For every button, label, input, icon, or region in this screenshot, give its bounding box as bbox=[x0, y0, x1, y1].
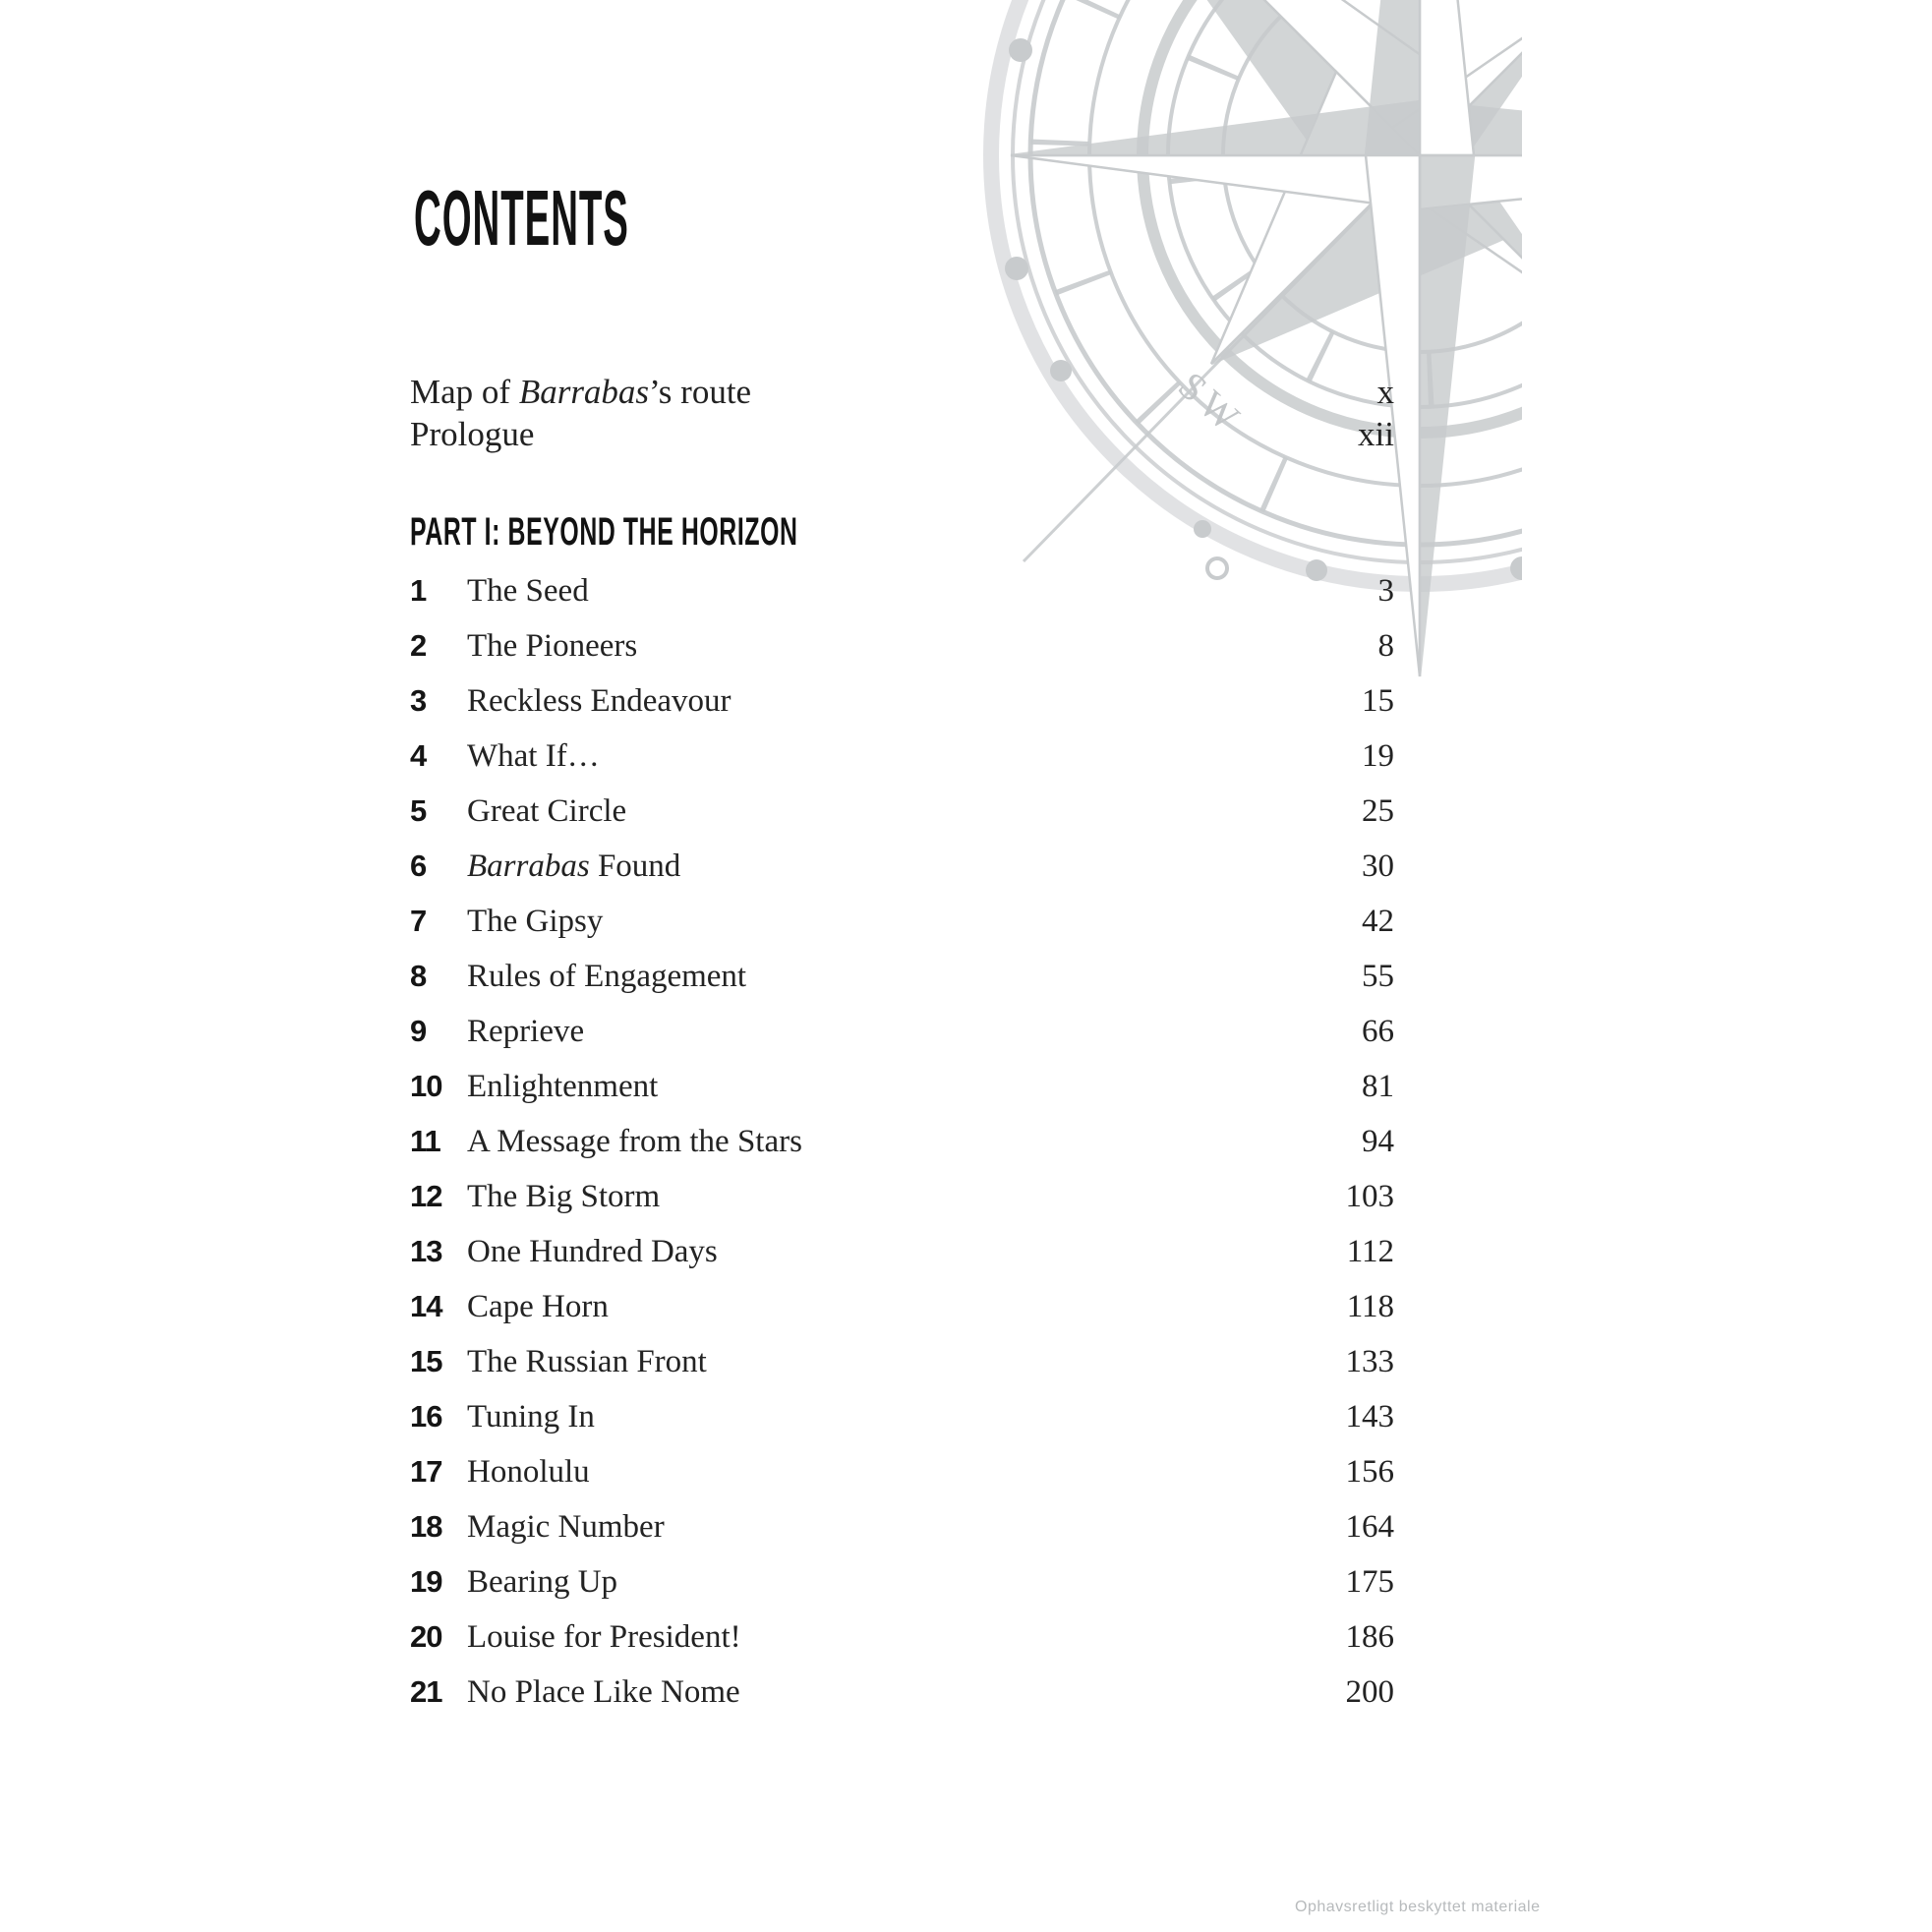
chapter-title bbox=[467, 1004, 584, 1059]
title-text: Magic Number bbox=[467, 1509, 665, 1545]
chapter-row bbox=[410, 1499, 1394, 1554]
title-text: Enlightenment bbox=[467, 1069, 659, 1104]
chapter-number: 6 bbox=[410, 849, 427, 883]
chapter-number: 17 bbox=[410, 1454, 442, 1489]
title-text: Rules of Engagement bbox=[467, 959, 747, 994]
chapter-title bbox=[467, 784, 626, 839]
chapter-row bbox=[410, 1334, 1394, 1389]
chapter-title bbox=[467, 1224, 718, 1279]
chapter-row bbox=[410, 1279, 1394, 1334]
chapter-page-number: 133 bbox=[1345, 1344, 1394, 1379]
title-text: Honolulu bbox=[467, 1454, 590, 1490]
compass-sw-label: SW bbox=[1169, 363, 1253, 443]
chapter-page-number: 164 bbox=[1345, 1509, 1394, 1545]
chapter-number: 21 bbox=[410, 1674, 442, 1709]
chapter-title bbox=[467, 1610, 741, 1665]
chapter-page-number: 42 bbox=[1362, 904, 1394, 939]
chapter-title bbox=[467, 1444, 590, 1499]
chapter-page-number: 112 bbox=[1346, 1234, 1394, 1269]
front-matter-list bbox=[410, 371, 1394, 455]
chapter-number: 19 bbox=[410, 1564, 442, 1599]
part-heading: PART I: BEYOND THE HORIZON bbox=[410, 510, 798, 554]
chapter-title bbox=[467, 618, 637, 673]
chapter-page-number: 66 bbox=[1362, 1014, 1394, 1049]
chapter-page-number: 186 bbox=[1345, 1619, 1394, 1655]
chapter-page-number: 30 bbox=[1362, 849, 1394, 884]
title-text: Cape Horn bbox=[467, 1289, 609, 1324]
chapter-title bbox=[467, 949, 746, 1004]
chapter-number: 5 bbox=[410, 793, 427, 828]
chapter-number: 9 bbox=[410, 1014, 427, 1048]
title-text: Great Circle bbox=[467, 793, 627, 829]
chapter-number: 14 bbox=[410, 1289, 442, 1323]
chapter-row bbox=[410, 1169, 1394, 1224]
chapter-row bbox=[410, 1665, 1394, 1720]
chapter-number: 18 bbox=[410, 1509, 442, 1544]
chapter-title bbox=[467, 729, 600, 784]
chapter-number: 12 bbox=[410, 1179, 442, 1213]
chapter-page-number: 8 bbox=[1377, 628, 1394, 664]
chapter-page-number: 3 bbox=[1377, 573, 1394, 609]
chapter-title bbox=[467, 1279, 609, 1334]
chapter-number: 7 bbox=[410, 904, 427, 938]
chapter-number: 13 bbox=[410, 1234, 442, 1268]
title-text: No Place Like Nome bbox=[467, 1674, 740, 1710]
chapter-title bbox=[467, 894, 603, 949]
chapter-row bbox=[410, 673, 1394, 729]
chapter-number: 16 bbox=[410, 1399, 442, 1434]
chapter-title bbox=[467, 1169, 660, 1224]
page-title: CONTENTS bbox=[414, 174, 629, 262]
title-text: Reprieve bbox=[467, 1014, 585, 1049]
title-text: The Gipsy bbox=[467, 904, 604, 939]
title-text: The Seed bbox=[467, 573, 589, 609]
chapter-row bbox=[410, 949, 1394, 1004]
chapter-number: 15 bbox=[410, 1344, 442, 1378]
chapter-page-number: 175 bbox=[1345, 1564, 1394, 1600]
chapter-title bbox=[467, 1499, 665, 1554]
chapter-row bbox=[410, 1004, 1394, 1059]
chapter-number: 11 bbox=[410, 1124, 440, 1158]
chapter-page-number: 200 bbox=[1345, 1674, 1394, 1710]
chapter-row bbox=[410, 1554, 1394, 1610]
chapter-title bbox=[467, 1334, 707, 1389]
chapter-number: 1 bbox=[410, 573, 427, 608]
chapter-number: 10 bbox=[410, 1069, 442, 1103]
chapter-number: 3 bbox=[410, 683, 427, 718]
front-matter-row bbox=[410, 413, 1394, 455]
chapter-row bbox=[410, 1224, 1394, 1279]
chapter-title bbox=[467, 839, 680, 894]
title-text: The Big Storm bbox=[467, 1179, 661, 1214]
chapter-list bbox=[410, 563, 1394, 1720]
chapter-page-number: 94 bbox=[1362, 1124, 1394, 1159]
chapter-row bbox=[410, 839, 1394, 894]
chapter-title bbox=[467, 563, 589, 618]
chapter-page-number: 55 bbox=[1362, 959, 1394, 994]
chapter-title bbox=[467, 1059, 658, 1114]
chapter-page-number: 156 bbox=[1345, 1454, 1394, 1490]
chapter-row bbox=[410, 894, 1394, 949]
chapter-row bbox=[410, 1444, 1394, 1499]
chapter-number: 4 bbox=[410, 738, 427, 773]
title-italic-text: Barrabas bbox=[467, 849, 590, 884]
title-text: One Hundred Days bbox=[467, 1234, 718, 1269]
chapter-page-number: 103 bbox=[1345, 1179, 1394, 1214]
front-matter-row bbox=[410, 371, 1394, 413]
chapter-row bbox=[410, 1389, 1394, 1444]
chapter-page-number: 25 bbox=[1362, 793, 1394, 829]
chapter-row bbox=[410, 618, 1394, 673]
chapter-row bbox=[410, 784, 1394, 839]
title-text: The Pioneers bbox=[467, 628, 638, 664]
chapter-page-number: 81 bbox=[1362, 1069, 1394, 1104]
title-italic-text: Barrabas bbox=[518, 373, 650, 411]
title-text: Tuning In bbox=[467, 1399, 595, 1434]
front-matter-title bbox=[410, 371, 751, 413]
chapter-title bbox=[467, 1114, 802, 1169]
title-text: Reckless Endeavour bbox=[467, 683, 732, 719]
chapter-number: 8 bbox=[410, 959, 427, 993]
chapter-row bbox=[410, 1114, 1394, 1169]
title-text: Prologue bbox=[410, 415, 535, 453]
front-matter-page-number: xii bbox=[1358, 415, 1394, 453]
title-text: Bearing Up bbox=[467, 1564, 618, 1600]
title-text: Found bbox=[589, 849, 681, 884]
title-text: Louise for President! bbox=[467, 1619, 741, 1655]
chapter-title bbox=[467, 673, 732, 729]
chapter-row bbox=[410, 729, 1394, 784]
chapter-row bbox=[410, 1610, 1394, 1665]
chapter-row bbox=[410, 563, 1394, 618]
chapter-page-number: 19 bbox=[1362, 738, 1394, 774]
chapter-title bbox=[467, 1554, 617, 1610]
chapter-row bbox=[410, 1059, 1394, 1114]
front-matter-title bbox=[410, 413, 534, 455]
chapter-title bbox=[467, 1389, 595, 1444]
copyright-watermark: Ophavsretligt beskyttet materiale bbox=[1295, 1899, 1541, 1915]
chapter-title bbox=[467, 1665, 740, 1720]
title-text: The Russian Front bbox=[467, 1344, 707, 1379]
front-matter-page-number: x bbox=[1376, 373, 1394, 411]
chapter-number: 2 bbox=[410, 628, 427, 663]
title-text: Map of bbox=[410, 373, 519, 411]
title-text: A Message from the Stars bbox=[467, 1124, 802, 1159]
title-text: ’s route bbox=[649, 373, 752, 411]
chapter-page-number: 15 bbox=[1362, 683, 1394, 719]
title-text: What If… bbox=[467, 738, 600, 774]
chapter-number: 20 bbox=[410, 1619, 442, 1654]
chapter-page-number: 143 bbox=[1345, 1399, 1394, 1434]
chapter-page-number: 118 bbox=[1346, 1289, 1394, 1324]
